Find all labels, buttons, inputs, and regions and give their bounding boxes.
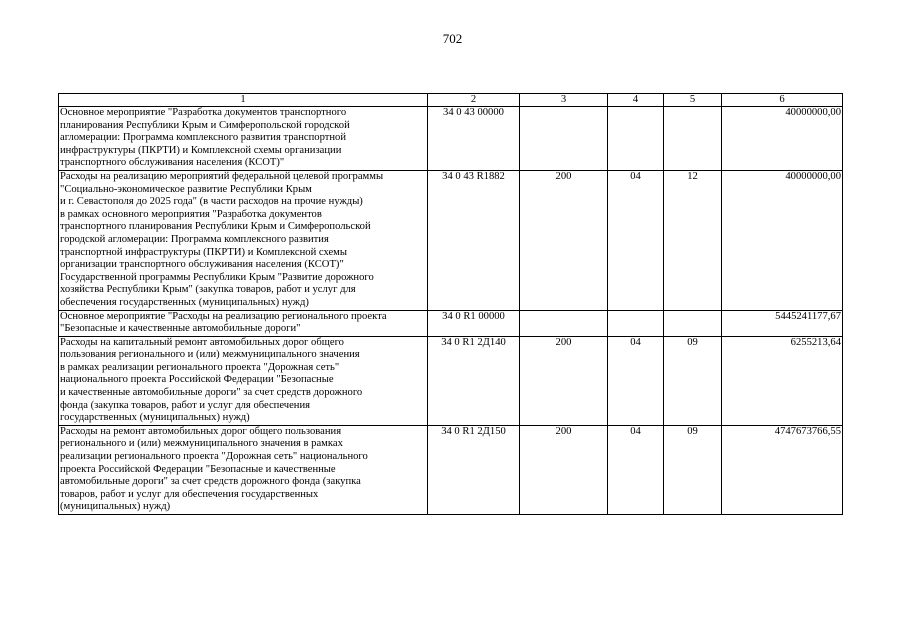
row-subsection <box>664 107 722 171</box>
row-expense-type <box>520 107 608 171</box>
row-amount: 40000000,00 <box>722 107 843 171</box>
row-target-code: 34 0 43 R1882 <box>428 170 520 310</box>
header-row <box>59 94 843 107</box>
header-col-6: 6 <box>722 94 843 107</box>
row-subsection <box>664 310 722 336</box>
table-row <box>59 107 843 171</box>
row-target-code: 34 0 R1 00000 <box>428 310 520 336</box>
row-section: 04 <box>608 336 664 425</box>
row-subsection: 09 <box>664 425 722 514</box>
row-amount: 6255213,64 <box>722 336 843 425</box>
table-row <box>59 170 843 310</box>
row-amount: 4747673766,55 <box>722 425 843 514</box>
row-amount: 5445241177,67 <box>722 310 843 336</box>
row-section: 04 <box>608 425 664 514</box>
row-target-code: 34 0 43 00000 <box>428 107 520 171</box>
row-name: Основное мероприятие "Расходы на реализацию регионального проекта "Безопасные и качественные автомобильные дороги" <box>59 310 428 336</box>
row-target-code: 34 0 R1 2Д150 <box>428 425 520 514</box>
row-name: Расходы на капитальный ремонт автомобильных дорог общего пользования регионального и (или) межмуниципального значения в рамках реализации регионального проекта "Дорожная сеть" национального проекта Российской Федерации "Безопасные и качественные автомобильные дороги" за счет средств дорожного фонда (закупка товаров, работ и услуг для обеспечения государственных (муниципальных) нужд) <box>59 336 428 425</box>
row-section <box>608 310 664 336</box>
header-col-1: 1 <box>59 94 428 107</box>
row-subsection: 12 <box>664 170 722 310</box>
row-section <box>608 107 664 171</box>
table-row <box>59 336 843 425</box>
page-number: 702 <box>442 31 463 46</box>
row-name: Расходы на реализацию мероприятий федеральной целевой программы "Социально-экономическое развитие Республики Крым и г. Севастополя до 2025 года" (в части расходов на прочие нужды) в рамках основного мероприятия "Разработка документов транспортного планирования Республики Крым и Симферопольской городской агломерации: Программа комплексного развития транспортной инфраструктуры (ПКРТИ) и Комплексной схемы организации транспортного обслуживания населения (КСОТ)" Государственной программы Республики Крым "Развитие дорожного хозяйства Республики Крым" (закупка товаров, работ и услуг для обеспечения государственных (муниципальных) нужд) <box>59 170 428 310</box>
header-col-3: 3 <box>520 94 608 107</box>
table-row <box>59 425 843 514</box>
row-expense-type: 200 <box>520 336 608 425</box>
row-expense-type: 200 <box>520 170 608 310</box>
header-col-2: 2 <box>428 94 520 107</box>
row-expense-type <box>520 310 608 336</box>
row-expense-type: 200 <box>520 425 608 514</box>
budget-table <box>58 93 843 515</box>
header-col-5: 5 <box>664 94 722 107</box>
row-name: Расходы на ремонт автомобильных дорог общего пользования регионального и (или) межмуниципального значения в рамках реализации регионального проекта "Дорожная сеть" национального проекта Российской Федерации "Безопасные и качественные автомобильные дороги" за счет средств дорожного фонда (закупка товаров, работ и услуг для обеспечения государственных (муниципальных) нужд) <box>59 425 428 514</box>
row-section: 04 <box>608 170 664 310</box>
header-col-4: 4 <box>608 94 664 107</box>
row-amount: 40000000,00 <box>722 170 843 310</box>
row-name: Основное мероприятие "Разработка документов транспортного планирования Республики Крым и Симферопольской городской агломерации: Программа комплексного развития транспортной инфраструктуры (ПКРТИ) и Комплексной схемы организации транспортного обслуживания населения (КСОТ)" <box>59 107 428 171</box>
row-subsection: 09 <box>664 336 722 425</box>
table-row <box>59 310 843 336</box>
row-target-code: 34 0 R1 2Д140 <box>428 336 520 425</box>
